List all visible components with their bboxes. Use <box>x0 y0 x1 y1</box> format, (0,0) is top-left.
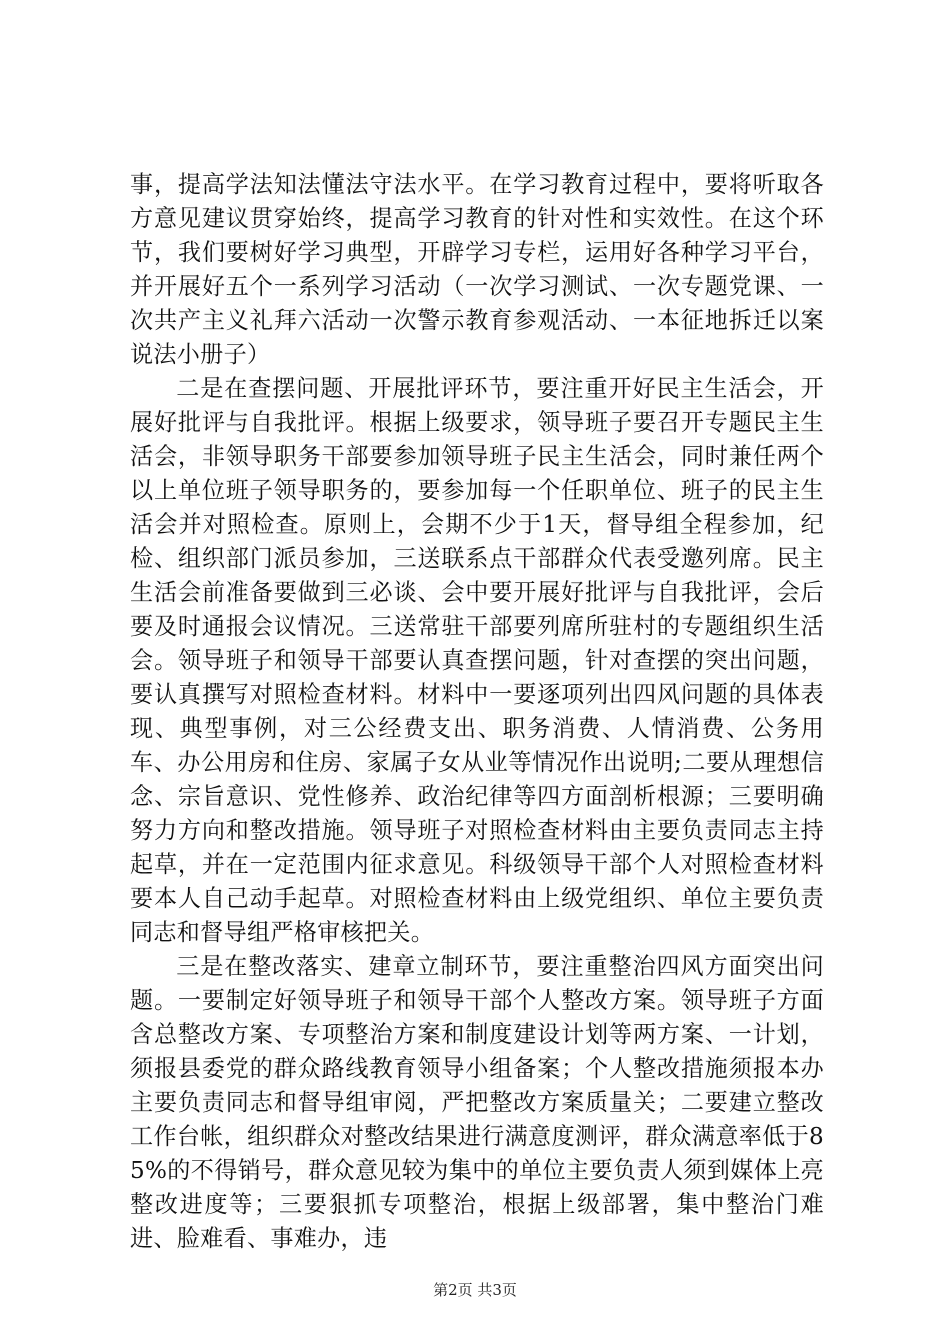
document-body <box>130 168 824 1256</box>
paragraph-1: 事，提高学法知法懂法守法水平。在学习教育过程中，要将听取各方意见建议贯穿始终，提高学习教育的针对性和实效性。在这个环节，我们要树好学习典型，开辟学习专栏，运用好各种学习平台，并开展好五个一系列学习活动（一次学习测试、一次专题党课、一次共产主义礼拜六活动一次警示教育参观活动、一本征地拆迁以案说法小册子） <box>130 172 824 368</box>
paragraph-3: 三是在整改落实、建章立制环节，要注重整治四风方面突出问题。一要制定好领导班子和领导干部个人整改方案。领导班子方面含总整改方案、专项整治方案和制度建设计划等两方案、一计划，须报县委党的群众路线教育领导小组备案；个人整改措施须报本办主要负责同志和督导组审阅，严把整改方案质量关；二要建立整改工作台帐，组织群众对整改结果进行满意度测评，群众满意率低于85%的不得销号，群众意见较为集中的单位主要负责人须到媒体上亮整改进度等；三要狠抓专项整治，根据上级部署，集中整治门难进、脸难看、事难办，违 <box>130 954 824 1252</box>
page-number-footer: 第2页 共3页 <box>433 1281 517 1299</box>
paragraph-2: 二是在查摆问题、开展批评环节，要注重开好民主生活会，开展好批评与自我批评。根据上级要求，领导班子要召开专题民主生活会，非领导职务干部要参加领导班子民主生活会，同时兼任两个以上单位班子领导职务的，要参加每一个任职单位、班子的民主生活会并对照检查。原则上，会期不少于1天，督导组全程参加，纪检、组织部门派员参加，三送联系点干部群众代表受邀列席。民主生活会前准备要做到三必谈、会中要开展好批评与自我批评，会后要及时通报会议情况。三送常驻干部要列席所驻村的专题组织生活会。领导班子和领导干部要认真查摆问题，针对查摆的突出问题，要认真撰写对照检查材料。材料中一要逐项列出四风问题的具体表现、典型事例，对三公经费支出、职务消费、人情消费、公务用车、办公用房和住房、家属子女从业等情况作出说明;二要从理想信念、宗旨意识、党性修养、政治纪律等四方面剖析根源；三要明确努力方向和整改措施。领导班子对照检查材料由主要负责同志主持起草，并在一定范围内征求意见。科级领导干部个人对照检查材料要本人自己动手起草。对照检查材料由上级党组织、单位主要负责同志和督导组严格审核把关。 <box>130 376 824 946</box>
